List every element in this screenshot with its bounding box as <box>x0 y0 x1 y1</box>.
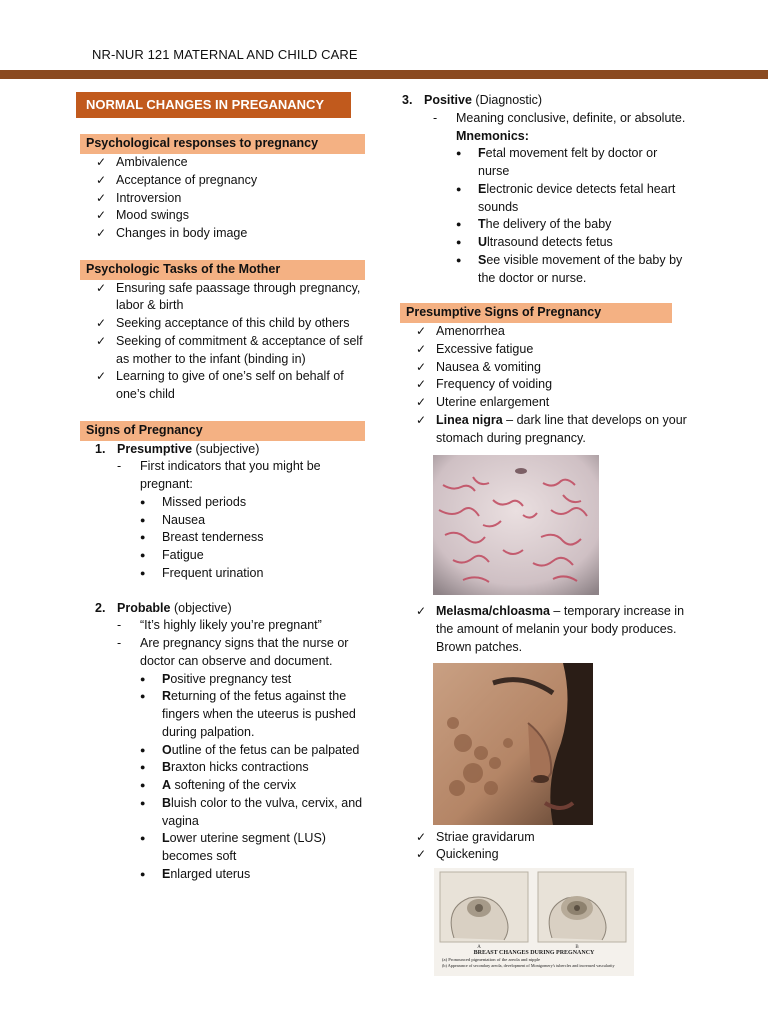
desc-text: Are pregnancy signs that the nurse or doctor can observe and document. <box>140 636 349 668</box>
figure-caption-b: (b) Appearance of secondary areola, development of Montgomery's tubercles and increased vascularity <box>442 963 615 968</box>
mnemonic-text: ee visible movement of the baby by the doctor or nurse. <box>478 252 683 285</box>
list-item: ✓ Ambivalence <box>80 154 365 172</box>
probable-item <box>80 600 365 884</box>
signs-list-continued <box>400 92 690 287</box>
mnemonic-initial: T <box>478 217 486 232</box>
mnemonic-text: etal movement felt by doctor or nurse <box>478 146 658 178</box>
term: Linea nigra <box>436 412 503 427</box>
list-item <box>140 688 365 741</box>
positive-qualifier: (Diagnostic) <box>471 93 543 107</box>
item-number: 3. <box>402 93 413 107</box>
mnemonic-text: nlarged uterus <box>170 866 251 881</box>
probable-desc-1: - “It’s highly likely you’re pregnant” <box>117 617 365 635</box>
probable-desc-2 <box>117 635 365 884</box>
desc-text: First indicators that you might be pregnant: <box>140 459 321 492</box>
item-number: 1. <box>95 441 106 456</box>
mnemonic-initial: P <box>162 671 171 686</box>
mnemonic-text: raxton hicks contractions <box>171 760 309 775</box>
mnemonics-label: Mnemonics: <box>456 128 529 143</box>
presumptive-label: Presumptive <box>117 441 193 456</box>
list-item: ● Missed periods <box>140 494 365 512</box>
mnemonic-initial: A <box>162 778 172 793</box>
psych-responses-list <box>80 154 365 243</box>
positive-label: Positive <box>424 93 472 107</box>
list-item: ✓ Excessive fatigue <box>400 341 690 359</box>
main-title: NORMAL CHANGES IN PREGANANCY <box>76 92 351 118</box>
mnemonic-initial: L <box>162 831 170 846</box>
mnemonic-initial: B <box>162 795 172 810</box>
mnemonic-initial: R <box>162 689 172 704</box>
list-item: ✓ Changes in body image <box>80 225 365 243</box>
list-item: ✓ Striae gravidarum <box>400 829 690 847</box>
section-title-psych-tasks: Psychologic Tasks of the Mother <box>80 260 365 280</box>
list-item <box>140 866 365 884</box>
mnemonic-text: ositive pregnancy test <box>170 671 292 686</box>
list-item <box>456 252 690 288</box>
psych-tasks-list <box>80 280 365 404</box>
list-item: ✓ Seeking of commitment & acceptance of self as mother to the infant (binding in) <box>80 333 365 369</box>
list-item: ● Fatigue <box>140 547 365 565</box>
list-item: ● Nausea <box>140 512 365 530</box>
list-item: ● Breast tenderness <box>140 529 365 547</box>
list-item-linea-nigra <box>400 412 690 448</box>
list-item <box>456 234 690 252</box>
presumptive-item <box>80 441 365 583</box>
mnemonic-text: ower uterine segment (LUS) becomes soft <box>162 831 326 864</box>
mnemonic-initial: F <box>478 146 486 161</box>
figure-label-a: A <box>477 945 481 950</box>
desc-text: Meaning conclusive, definite, or absolute. <box>456 110 686 125</box>
mnemonic-text: he delivery of the baby <box>485 217 612 232</box>
item-number: 2. <box>95 600 106 615</box>
probable-label: Probable <box>117 600 171 615</box>
list-item: ✓ Frequency of voiding <box>400 376 690 394</box>
presumptive-signs-list <box>400 323 690 447</box>
list-item-melasma <box>400 603 690 656</box>
positive-desc <box>433 110 690 288</box>
mnemonic-initial: E <box>162 866 171 881</box>
probable-qualifier: (objective) <box>170 600 232 615</box>
mnemonic-initial: U <box>478 235 488 249</box>
list-item <box>140 830 365 866</box>
mnemonic-initial: B <box>162 760 172 775</box>
melasma-photo <box>433 663 593 825</box>
list-item <box>456 181 690 217</box>
list-item <box>140 742 365 760</box>
presumptive-qualifier: (subjective) <box>192 441 260 456</box>
more-signs-list <box>400 829 690 865</box>
list-item: ✓ Amenorrhea <box>400 323 690 341</box>
term-desc: – dark line that develops on your stomach during pregnancy. <box>436 412 687 445</box>
term-desc: – temporary increase in the amount of melanin your body produces. Brown patches. <box>436 604 685 654</box>
list-item: ✓ Seeking acceptance of this child by others <box>80 315 365 333</box>
mnemonic-initial: E <box>478 181 487 196</box>
breast-changes-figure <box>434 868 634 976</box>
list-item <box>140 671 365 689</box>
list-item: ✓ Acceptance of pregnancy <box>80 172 365 190</box>
list-item: ✓ Learning to give of one’s self on behalf of one’s child <box>80 368 365 404</box>
list-item <box>140 777 365 795</box>
positive-bullets <box>456 145 690 287</box>
list-item: ✓ Uterine enlargement <box>400 394 690 412</box>
list-item: ✓ Mood swings <box>80 207 365 225</box>
section-title-signs: Signs of Pregnancy <box>80 421 365 441</box>
mnemonic-text: softening of the cervix <box>171 778 297 793</box>
list-item <box>456 145 690 181</box>
list-item <box>140 795 365 831</box>
positive-item <box>400 92 690 287</box>
list-item <box>140 759 365 777</box>
left-column <box>80 92 365 884</box>
section-title-presumptive-signs: Presumptive Signs of Pregnancy <box>400 303 672 323</box>
signs-list <box>80 441 365 884</box>
striae-photo <box>433 455 599 595</box>
mnemonic-text: luish color to the vulva, cervix, and vagina <box>162 795 363 828</box>
mnemonic-text: eturning of the fetus against the fingers when the uteerus is pushed during palpation. <box>162 689 356 739</box>
figure-label-b: B <box>575 945 579 950</box>
list-item: ✓ Quickening <box>400 846 690 864</box>
presumptive-desc <box>117 458 365 582</box>
melasma-list <box>400 603 690 656</box>
list-item <box>456 216 690 234</box>
mnemonic-text: lectronic device detects fetal heart sounds <box>478 181 676 214</box>
mnemonic-text: utline of the fetus can be palpated <box>171 742 360 757</box>
term: Melasma/chloasma <box>436 604 550 619</box>
presumptive-bullets <box>140 494 365 583</box>
figure-caption-title: BREAST CHANGES DURING PREGNANCY <box>473 950 595 956</box>
page-header: NR-NUR 121 MATERNAL AND CHILD CARE <box>92 47 358 62</box>
figure-caption-a: (a) Pronounced pigmentation of the areola and nipple <box>442 957 541 962</box>
list-item: ✓ Introversion <box>80 190 365 208</box>
mnemonic-initial: O <box>162 742 172 757</box>
probable-bullets <box>140 671 365 884</box>
section-title-psych-responses: Psychological responses to pregnancy <box>80 134 365 154</box>
mnemonic-text: ltrasound detects fetus <box>487 235 613 249</box>
list-item: ✓ Ensuring safe paassage through pregnancy, labor & birth <box>80 280 365 316</box>
header-rule <box>0 70 768 79</box>
right-column <box>400 92 690 976</box>
list-item: ✓ Nausea & vomiting <box>400 359 690 377</box>
list-item: ● Frequent urination <box>140 565 365 583</box>
mnemonic-initial: S <box>478 252 487 267</box>
